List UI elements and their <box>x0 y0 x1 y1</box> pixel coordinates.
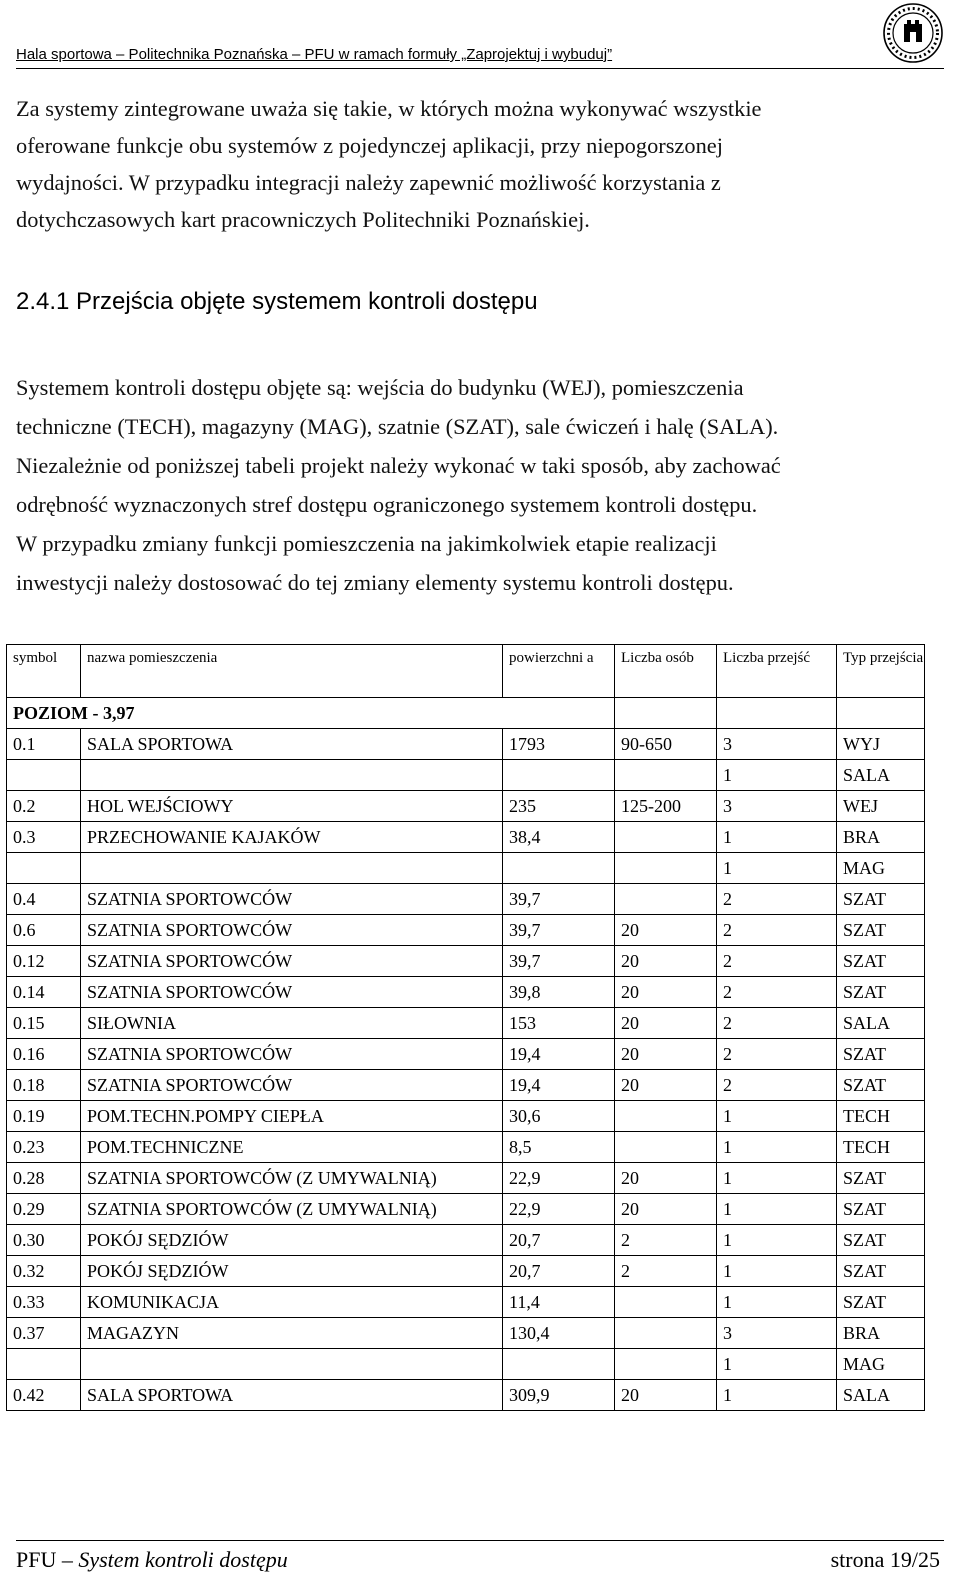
table-cell: SZAT <box>837 1287 925 1318</box>
table-cell: SZAT <box>837 1163 925 1194</box>
table-cell: 0.1 <box>7 729 81 760</box>
table-cell <box>81 760 503 791</box>
table-cell: 2 <box>717 884 837 915</box>
footer-doc-title <box>16 1547 288 1573</box>
table-cell: MAGAZYN <box>81 1318 503 1349</box>
table-cell <box>7 760 81 791</box>
section-heading: 2.4.1 Przejścia objęte systemem kontroli dostępu <box>16 288 538 315</box>
table-header-row <box>7 645 925 698</box>
table-row <box>7 1008 925 1039</box>
footer-prefix: PFU – <box>16 1547 79 1572</box>
table-cell: 0.16 <box>7 1039 81 1070</box>
table-row <box>7 853 925 884</box>
table-row <box>7 1070 925 1101</box>
table-cell: 130,4 <box>503 1318 615 1349</box>
table-cell: SALA <box>837 1380 925 1411</box>
table-cell: 0.19 <box>7 1101 81 1132</box>
header-cell: powierzchni a <box>503 645 615 698</box>
table-cell: 20 <box>615 915 717 946</box>
table-cell: POM.TECHN.POMPY CIEPŁA <box>81 1101 503 1132</box>
table-cell: WEJ <box>837 791 925 822</box>
body-line: Systemem kontroli dostępu objęte są: wejścia do budynku (WEJ), pomieszczenia <box>16 375 744 400</box>
table-cell: SZATNIA SPORTOWCÓW (Z UMYWALNIĄ) <box>81 1194 503 1225</box>
table-cell: 0.18 <box>7 1070 81 1101</box>
table-cell: 8,5 <box>503 1132 615 1163</box>
table-cell: 2 <box>717 1008 837 1039</box>
table-row <box>7 1287 925 1318</box>
table-cell: SZATNIA SPORTOWCÓW <box>81 977 503 1008</box>
table-cell: 20 <box>615 1008 717 1039</box>
body-line: W przypadku zmiany funkcji pomieszczenia na jakimkolwiek etapie realizacji <box>16 531 717 556</box>
table-cell <box>503 760 615 791</box>
table-cell: SZATNIA SPORTOWCÓW <box>81 884 503 915</box>
page-number: strona 19/25 <box>830 1547 940 1572</box>
footer-title: System kontroli dostępu <box>78 1547 288 1572</box>
table-cell: 0.30 <box>7 1225 81 1256</box>
table-row <box>7 946 925 977</box>
header-cell: nazwa pomieszczenia <box>81 645 503 698</box>
table-cell <box>615 853 717 884</box>
table-row <box>7 1163 925 1194</box>
table-cell: 2 <box>615 1225 717 1256</box>
table-cell <box>615 1318 717 1349</box>
table-cell: SALA SPORTOWA <box>81 729 503 760</box>
table-cell: 1 <box>717 1349 837 1380</box>
table-cell: WYJ <box>837 729 925 760</box>
table-cell: 0.12 <box>7 946 81 977</box>
table-cell: SZATNIA SPORTOWCÓW <box>81 1070 503 1101</box>
header-cell: Typ przejścia <box>837 645 925 698</box>
table-cell: HOL WEJŚCIOWY <box>81 791 503 822</box>
table-cell: 20,7 <box>503 1256 615 1287</box>
table-cell: POKÓJ SĘDZIÓW <box>81 1225 503 1256</box>
table-cell: SALA <box>837 1008 925 1039</box>
intro-line: oferowane funkcje obu systemów z pojedynczej aplikacji, przy niepogorszonej <box>16 133 723 158</box>
header-cell: Liczba osób <box>615 645 717 698</box>
table-cell <box>615 884 717 915</box>
table-cell: 0.4 <box>7 884 81 915</box>
table-cell: 20 <box>615 946 717 977</box>
page-footer <box>16 1540 944 1583</box>
table-cell: 0.2 <box>7 791 81 822</box>
table-cell: POKÓJ SĘDZIÓW <box>81 1256 503 1287</box>
table-cell: 20 <box>615 1163 717 1194</box>
table-cell: 2 <box>717 1070 837 1101</box>
table-cell: SZAT <box>837 977 925 1008</box>
table-cell: 22,9 <box>503 1194 615 1225</box>
table-cell: 39,7 <box>503 915 615 946</box>
table-cell <box>503 1349 615 1380</box>
table-cell: 19,4 <box>503 1039 615 1070</box>
body-paragraph <box>16 368 936 602</box>
table-row <box>7 760 925 791</box>
table-cell: 1 <box>717 1287 837 1318</box>
table-cell <box>615 760 717 791</box>
table-cell: 39,7 <box>503 946 615 977</box>
table-cell: 1 <box>717 853 837 884</box>
header-cell: Liczba przejść <box>717 645 837 698</box>
table-cell: 39,7 <box>503 884 615 915</box>
table-cell: 1 <box>717 1256 837 1287</box>
table-cell <box>81 853 503 884</box>
table-row <box>7 1101 925 1132</box>
table-cell <box>81 1349 503 1380</box>
body-line: Niezależnie od poniższej tabeli projekt należy wykonać w taki sposób, aby zachować <box>16 453 781 478</box>
table-cell: KOMUNIKACJA <box>81 1287 503 1318</box>
table-cell: 20,7 <box>503 1225 615 1256</box>
table-cell: 0.42 <box>7 1380 81 1411</box>
level-row <box>7 698 925 729</box>
table-cell: 2 <box>717 977 837 1008</box>
table-cell: 3 <box>717 791 837 822</box>
table-row <box>7 791 925 822</box>
table-cell: 0.23 <box>7 1132 81 1163</box>
table-cell: 1793 <box>503 729 615 760</box>
table-cell: PRZECHOWANIE KAJAKÓW <box>81 822 503 853</box>
table-cell: 11,4 <box>503 1287 615 1318</box>
table-cell: SZAT <box>837 1194 925 1225</box>
table-cell: SALA SPORTOWA <box>81 1380 503 1411</box>
intro-line: dotychczasowych kart pracowniczych Politechniki Poznańskiej. <box>16 207 590 232</box>
table-row <box>7 1225 925 1256</box>
table-cell: 3 <box>717 1318 837 1349</box>
table-cell <box>615 1132 717 1163</box>
table-cell: 90-650 <box>615 729 717 760</box>
intro-paragraph <box>16 90 936 238</box>
table-cell <box>615 698 717 729</box>
table-cell: 0.3 <box>7 822 81 853</box>
table-cell: SZAT <box>837 915 925 946</box>
table-cell: SZAT <box>837 884 925 915</box>
table-cell: 0.32 <box>7 1256 81 1287</box>
table-cell <box>7 1349 81 1380</box>
table-cell: 1 <box>717 1225 837 1256</box>
table-cell: 20 <box>615 1380 717 1411</box>
table-cell <box>7 853 81 884</box>
table-cell: 20 <box>615 977 717 1008</box>
table-cell: 30,6 <box>503 1101 615 1132</box>
table-cell: 2 <box>615 1256 717 1287</box>
table-cell: MAG <box>837 1349 925 1380</box>
table-cell: 1 <box>717 1132 837 1163</box>
table-cell <box>615 1101 717 1132</box>
table-cell: SZAT <box>837 1256 925 1287</box>
table-row <box>7 1132 925 1163</box>
table-cell: 2 <box>717 946 837 977</box>
table-cell: 19,4 <box>503 1070 615 1101</box>
table-row <box>7 977 925 1008</box>
table-cell: 0.33 <box>7 1287 81 1318</box>
table-row <box>7 1194 925 1225</box>
table-row <box>7 884 925 915</box>
table-row <box>7 1039 925 1070</box>
table-cell: TECH <box>837 1101 925 1132</box>
table-cell <box>615 1287 717 1318</box>
table-cell: 3 <box>717 729 837 760</box>
body-line: odrębność wyznaczonych stref dostępu ograniczonego systemem kontroli dostępu. <box>16 492 758 517</box>
table-cell: SALA <box>837 760 925 791</box>
table-cell: 0.28 <box>7 1163 81 1194</box>
table-cell: 20 <box>615 1039 717 1070</box>
table-cell: BRA <box>837 1318 925 1349</box>
table-cell: 39,8 <box>503 977 615 1008</box>
intro-line: wydajności. W przypadku integracji należy zapewnić możliwość korzystania z <box>16 170 721 195</box>
table-cell: SZATNIA SPORTOWCÓW <box>81 946 503 977</box>
level-label: POZIOM - 3,97 <box>7 698 615 729</box>
table-cell: SZATNIA SPORTOWCÓW <box>81 1039 503 1070</box>
table-cell: 0.29 <box>7 1194 81 1225</box>
university-logo <box>882 2 944 64</box>
body-line: inwestycji należy dostosować do tej zmiany elementy systemu kontroli dostępu. <box>16 570 734 595</box>
table-row <box>7 1380 925 1411</box>
header-cell: symbol <box>7 645 81 698</box>
table-cell: 0.37 <box>7 1318 81 1349</box>
table-cell: SZATNIA SPORTOWCÓW (Z UMYWALNIĄ) <box>81 1163 503 1194</box>
rooms-table <box>6 644 925 1411</box>
table-cell: TECH <box>837 1132 925 1163</box>
page-header <box>16 0 944 69</box>
table-cell <box>615 822 717 853</box>
table-row <box>7 1318 925 1349</box>
table-cell: 0.14 <box>7 977 81 1008</box>
table-cell: SZATNIA SPORTOWCÓW <box>81 915 503 946</box>
table-cell: 1 <box>717 1194 837 1225</box>
table-cell: 2 <box>717 915 837 946</box>
table-cell: 0.15 <box>7 1008 81 1039</box>
table-row <box>7 729 925 760</box>
table-cell: 1 <box>717 1101 837 1132</box>
table-cell: SIŁOWNIA <box>81 1008 503 1039</box>
table-cell: 1 <box>717 822 837 853</box>
table-cell <box>717 698 837 729</box>
table-cell: 235 <box>503 791 615 822</box>
table-row <box>7 915 925 946</box>
table-cell: 1 <box>717 1380 837 1411</box>
table-cell: 38,4 <box>503 822 615 853</box>
table-row <box>7 1256 925 1287</box>
header-title: Hala sportowa – Politechnika Poznańska – PFU w ramach formuły „Zaprojektuj i wybuduj” <box>16 46 613 63</box>
table-row <box>7 822 925 853</box>
body-line: techniczne (TECH), magazyny (MAG), szatnie (SZAT), sale ćwiczeń i halę (SALA). <box>16 414 779 439</box>
table-cell: 153 <box>503 1008 615 1039</box>
table-cell: 125-200 <box>615 791 717 822</box>
table-cell <box>503 853 615 884</box>
table-cell: 309,9 <box>503 1380 615 1411</box>
table-cell: SZAT <box>837 1225 925 1256</box>
table-cell: BRA <box>837 822 925 853</box>
table-cell: 20 <box>615 1070 717 1101</box>
table-cell <box>837 698 925 729</box>
table-cell: 1 <box>717 1163 837 1194</box>
table-cell: 2 <box>717 1039 837 1070</box>
table-cell: 0.6 <box>7 915 81 946</box>
table-cell: MAG <box>837 853 925 884</box>
table-cell: SZAT <box>837 946 925 977</box>
table-cell: SZAT <box>837 1039 925 1070</box>
table-cell: SZAT <box>837 1070 925 1101</box>
table-cell: 22,9 <box>503 1163 615 1194</box>
intro-line: Za systemy zintegrowane uważa się takie, w których można wykonywać wszystkie <box>16 96 762 121</box>
table-cell: 20 <box>615 1194 717 1225</box>
table-cell: POM.TECHNICZNE <box>81 1132 503 1163</box>
table-cell <box>615 1349 717 1380</box>
table-cell: 1 <box>717 760 837 791</box>
table-row <box>7 1349 925 1380</box>
